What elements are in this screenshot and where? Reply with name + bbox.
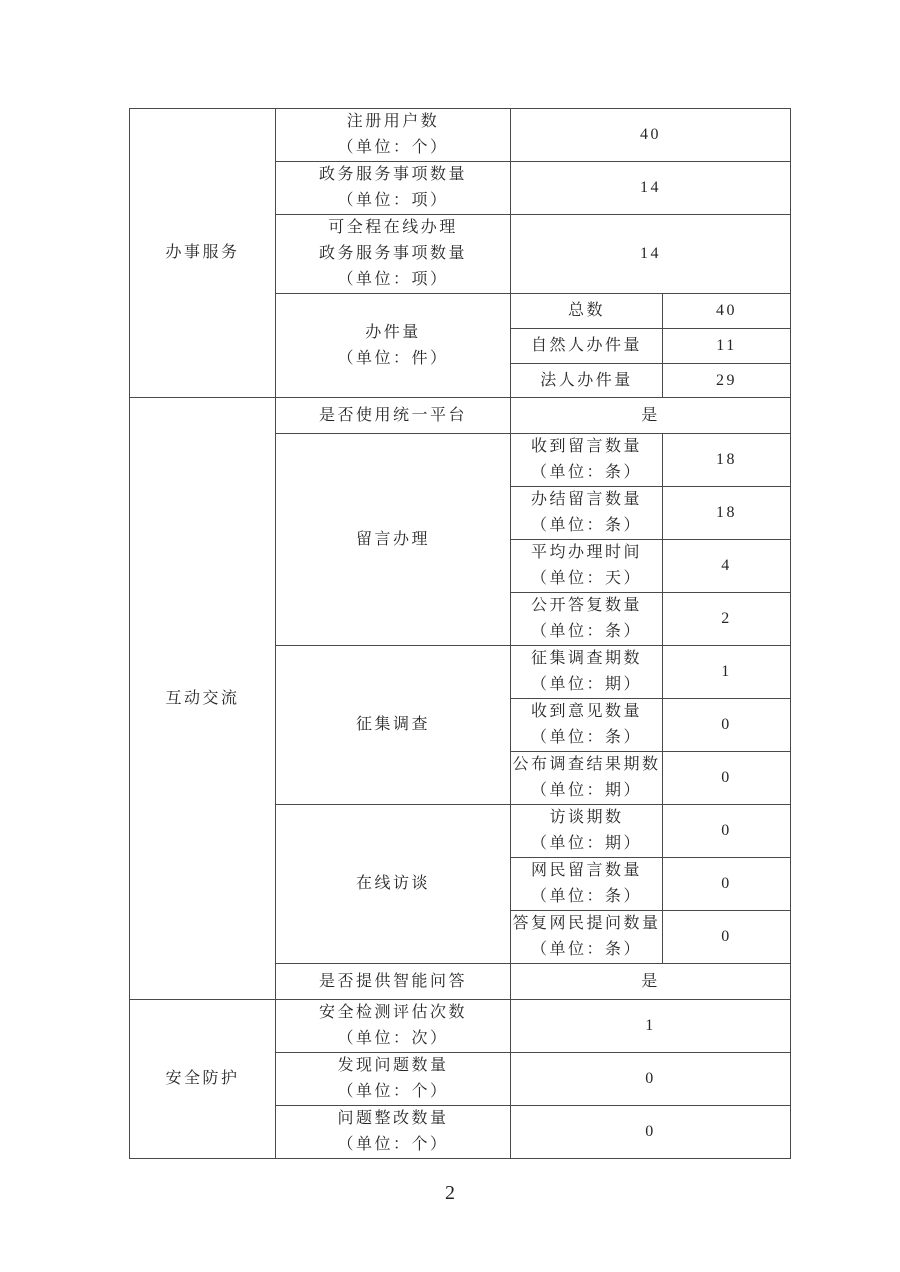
page-number: 2 — [445, 1182, 455, 1204]
value-netizen-messages: 0 — [663, 858, 791, 911]
subitem-unit: （单位：条） — [530, 517, 642, 534]
value-online-full-process: 14 — [511, 215, 791, 294]
category-banshi-fuwu — [130, 109, 276, 398]
item-label: 注册用户数 — [346, 113, 440, 130]
subitem-average-handling-time — [511, 540, 663, 593]
value-opinions-received: 0 — [663, 699, 791, 752]
subitem-label: 平均办理时间 — [530, 544, 642, 561]
item-service-items — [276, 162, 511, 215]
value-service-items: 14 — [511, 162, 791, 215]
subitem-label: 网民留言数量 — [530, 862, 642, 879]
category-anquan-fanghu — [130, 1000, 276, 1159]
subitem-opinions-received — [511, 699, 663, 752]
item-label-line2: 政务服务事项数量 — [318, 245, 467, 262]
subitem-unit: （单位：条） — [530, 941, 642, 958]
value-messages-completed: 18 — [663, 487, 791, 540]
item-label: 问题整改数量 — [337, 1110, 449, 1127]
subitem-label: 征集调查期数 — [530, 650, 642, 667]
subitem-unit: （单位：条） — [530, 729, 642, 746]
subitem-netizen-messages — [511, 858, 663, 911]
subitem-messages-completed — [511, 487, 663, 540]
table-row — [130, 109, 791, 162]
item-problems-rectified — [276, 1106, 511, 1159]
item-case-volume — [276, 294, 511, 398]
subitem-label: 公开答复数量 — [530, 597, 642, 614]
subitem-unit: （单位：期） — [530, 835, 642, 852]
value-messages-received: 18 — [663, 434, 791, 487]
value-case-natural-person: 11 — [663, 329, 791, 364]
subitem-case-natural-person: 自然人办件量 — [511, 329, 663, 364]
item-unified-platform: 是否使用统一平台 — [276, 398, 511, 434]
subitem-unit: （单位：期） — [530, 782, 642, 799]
item-label: 办件量 — [365, 323, 421, 341]
item-online-full-process — [276, 215, 511, 294]
subitem-results-published — [511, 752, 663, 805]
subitem-label: 答复网民提问数量 — [512, 915, 661, 932]
subitem-unit: （单位：天） — [530, 570, 642, 587]
value-registered-users: 40 — [511, 109, 791, 162]
subitem-unit: （单位：期） — [530, 676, 642, 693]
item-unit: （单位：次） — [337, 1030, 449, 1047]
subitem-messages-received — [511, 434, 663, 487]
value-survey-periods: 1 — [663, 646, 791, 699]
category-label: 办事服务 — [165, 244, 240, 261]
subitem-survey-periods — [511, 646, 663, 699]
table-row — [130, 1000, 791, 1053]
subitem-label: 收到意见数量 — [530, 703, 642, 720]
subitem-label: 访谈期数 — [549, 809, 624, 826]
item-security-assessments — [276, 1000, 511, 1053]
subitem-unit: （单位：条） — [530, 464, 642, 481]
item-unit: （单位：个） — [337, 1083, 449, 1100]
value-public-replies: 2 — [663, 593, 791, 646]
item-unit: （单位：项） — [337, 271, 449, 288]
value-unified-platform: 是 — [511, 398, 791, 434]
subitem-interview-periods — [511, 805, 663, 858]
item-unit: （单位：项） — [337, 192, 449, 209]
item-problems-found — [276, 1053, 511, 1106]
table-row — [130, 398, 791, 434]
item-smart-qa: 是否提供智能问答 — [276, 964, 511, 1000]
subitem-label: 收到留言数量 — [530, 438, 642, 455]
item-unit: （单位：个） — [337, 139, 449, 156]
category-label: 安全防护 — [165, 1070, 240, 1087]
subitem-label: 办结留言数量 — [530, 491, 642, 508]
item-unit: （单位：个） — [337, 1136, 449, 1153]
item-unit: （单位：件） — [337, 349, 449, 367]
subitem-netizen-replies — [511, 911, 663, 964]
value-average-handling-time: 4 — [663, 540, 791, 593]
subitem-unit: （单位：条） — [530, 623, 642, 640]
value-netizen-replies: 0 — [663, 911, 791, 964]
item-label-line1: 可全程在线办理 — [328, 219, 458, 236]
value-problems-rectified: 0 — [511, 1106, 791, 1159]
item-online-interview: 在线访谈 — [276, 805, 511, 964]
subitem-label: 公布调查结果期数 — [512, 756, 661, 773]
value-interview-periods: 0 — [663, 805, 791, 858]
value-results-published: 0 — [663, 752, 791, 805]
subitem-case-legal-person: 法人办件量 — [511, 364, 663, 398]
value-case-legal-person: 29 — [663, 364, 791, 398]
item-registered-users — [276, 109, 511, 162]
report-table — [129, 108, 791, 1159]
item-label: 发现问题数量 — [337, 1057, 449, 1074]
subitem-unit: （单位：条） — [530, 888, 642, 905]
item-label: 政务服务事项数量 — [318, 166, 467, 183]
value-smart-qa: 是 — [511, 964, 791, 1000]
subitem-case-total: 总数 — [511, 294, 663, 329]
item-label: 安全检测评估次数 — [318, 1004, 467, 1021]
category-hudong-jiaoliu — [130, 398, 276, 1000]
subitem-public-replies — [511, 593, 663, 646]
value-problems-found: 0 — [511, 1053, 791, 1106]
value-case-total: 40 — [663, 294, 791, 329]
category-label: 互动交流 — [165, 689, 240, 707]
item-message-handling: 留言办理 — [276, 434, 511, 646]
value-security-assessments: 1 — [511, 1000, 791, 1053]
item-solicitation-survey: 征集调查 — [276, 646, 511, 805]
